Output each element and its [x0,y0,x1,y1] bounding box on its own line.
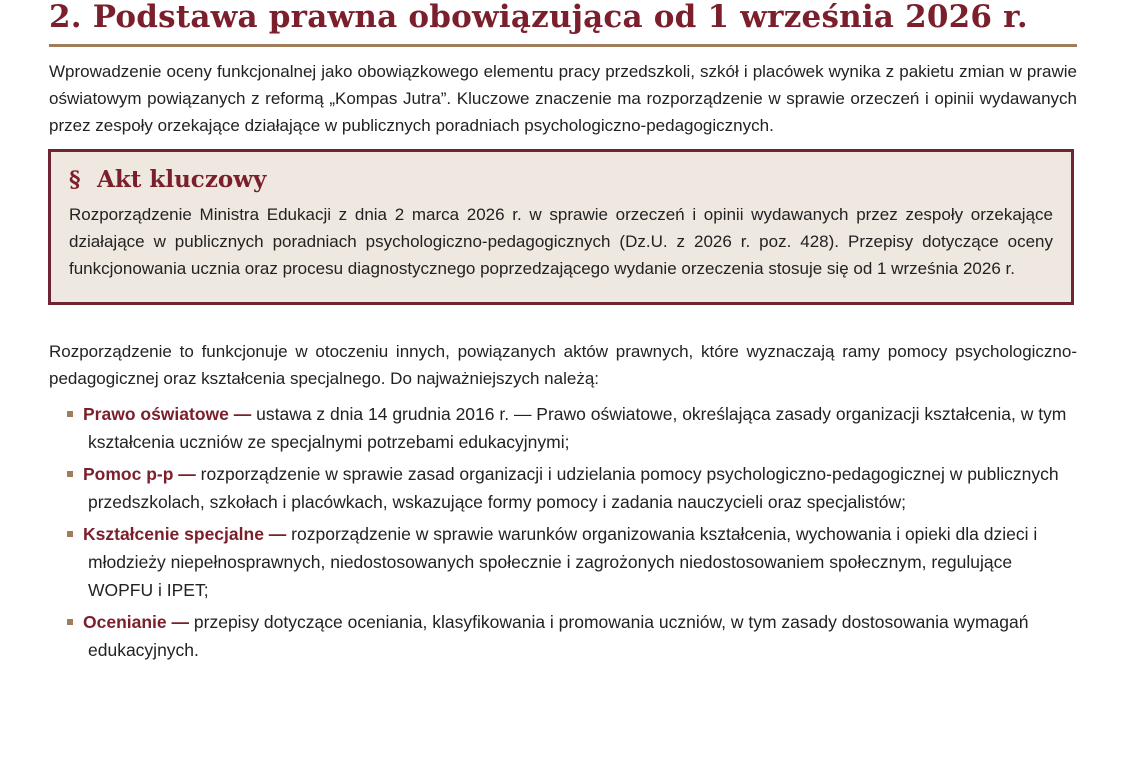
list-item [49,520,1077,604]
list-item-dash: — [178,464,196,484]
section-heading: 2. Podstawa prawna obowiązująca od 1 września 2026 r. [49,0,1028,35]
callout-body: Rozporządzenie Ministra Edukacji z dnia 2 marca 2026 r. w sprawie orzeczeń i opinii wydawanych przez zespoły orzekające działające w publicznych poradniach psychologiczno-pedagogicznych (Dz.U. z 2026 r. poz. 428). Przepisy dotyczące oceny funkcjonowania ucznia oraz procesu diagnostycznego poprzedzającego wydanie orzeczenia stosuje się od 1 września 2026 r. [69,205,1053,278]
intro-paragraph: Wprowadzenie oceny funkcjonalnej jako obowiązkowego elementu pracy przedszkoli, szkół i placówek wynika z pakietu zmian w prawie oświatowym powiązanych z reformą „Kompas Jutra”. Kluczowe znaczenie ma rozporządzenie w sprawie orzeczeń i opinii wydawanych przez zespoły orzekające działające w publicznych poradniach psychologiczno-pedagogicznych. [49,62,1077,135]
list-item-text: rozporządzenie w sprawie zasad organizacji i udzielania pomocy psychologiczno-pedagogicznej w publicznych przedszkolach, szkołach i placówkach, wskazujące formy pomocy i zadania nauczycieli oraz specjalistów; [88,464,1059,512]
square-bullet-icon [67,619,73,625]
list-item-dash: — [268,524,287,544]
list-item-text: rozporządzenie w sprawie warunków organizowania kształcenia, wychowania i opieki dla dzieci i młodzieży niepełnosprawnych, niedostosowanych społecznie i zagrożonych niedostosowaniem społecznym, regulujące WOPFU i IPET; [88,524,1038,600]
list-item-term: Kształcenie specjalne [83,524,264,544]
square-bullet-icon [67,471,73,477]
square-bullet-icon [67,411,73,417]
list-item [49,608,1077,664]
list-item-text: ustawa z dnia 14 grudnia 2016 r. — Prawo oświatowe, określająca zasady organizacji kształcenia, w tym kształcenia uczniów ze specjalnymi potrzebami edukacyjnymi; [88,404,1067,452]
heading-rule [49,44,1077,47]
list-item-term: Ocenianie [83,612,167,632]
list-item-dash: — [233,404,252,424]
related-acts-list [49,400,1077,664]
callout-title-text: Akt kluczowy [97,166,267,193]
list-item-term: Pomoc p-p [83,464,174,484]
list-item-term: Prawo oświatowe [83,404,229,424]
list-item [49,460,1077,516]
callout-title [69,165,1053,195]
square-bullet-icon [67,531,73,537]
paragraph-sign-icon: § [69,167,81,193]
list-item-dash: — [171,612,190,632]
key-act-callout [48,149,1074,305]
document-page [49,0,1077,668]
list-item [49,400,1077,456]
context-paragraph: Rozporządzenie to funkcjonuje w otoczeniu innych, powiązanych aktów prawnych, które wyznaczają ramy pomocy psychologiczno-pedagogicznej oraz kształcenia specjalnego. Do najważniejszych należą: [49,342,1077,388]
list-item-text: przepisy dotyczące oceniania, klasyfikowania i promowania uczniów, w tym zasady dostosowania wymagań edukacyjnych. [88,612,1029,660]
